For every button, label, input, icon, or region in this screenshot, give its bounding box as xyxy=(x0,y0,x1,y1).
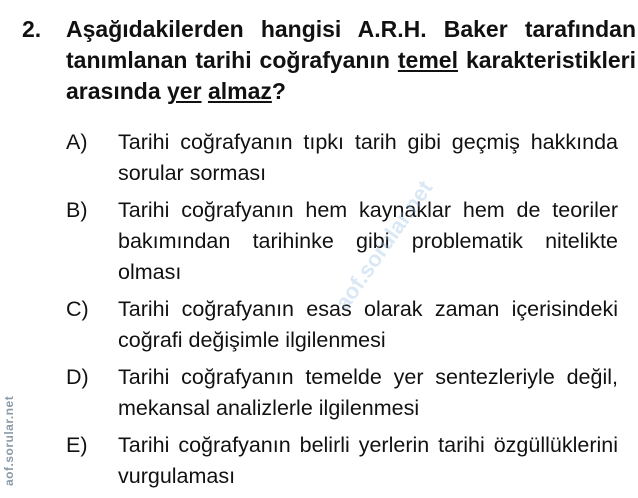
answer-options xyxy=(66,127,618,498)
option-letter: C) xyxy=(66,297,89,321)
option-e[interactable] xyxy=(66,430,618,492)
option-text: Tarihi coğrafyanın hem kaynaklar hem de teoriler bakımından tarihinke gibi problematik nitelikte olması xyxy=(118,198,618,284)
question-text xyxy=(66,14,636,107)
question-text-part: Aşağıdakilerden hangisi A.R.H. Baker tarafından tanımlanan tarihi coğrafyanın xyxy=(66,16,636,73)
side-watermark: aof.sorular.net xyxy=(2,395,16,486)
question-number: 2. xyxy=(22,16,42,42)
option-letter: D) xyxy=(66,365,89,389)
option-text: Tarihi coğrafyanın temelde yer sentezleriyle değil, mekansal analizlerle ilgilenmesi xyxy=(118,365,618,420)
option-text: Tarihi coğrafyanın belirli yerlerin tarihi özgüllüklerini vurgulaması xyxy=(118,433,618,488)
underlined-word-almaz: almaz xyxy=(207,78,272,104)
option-d[interactable] xyxy=(66,362,618,424)
option-text: Tarihi coğrafyanın tıpkı tarih gibi geçmiş hakkında sorular sorması xyxy=(118,130,618,185)
option-letter: E) xyxy=(66,433,88,457)
question-text-part: karakteristikleri arasında xyxy=(66,47,637,104)
center-watermark: aof.sorular.net xyxy=(330,175,438,315)
underlined-word-temel: temel xyxy=(397,47,458,73)
question-mark: ? xyxy=(271,78,286,104)
option-b[interactable] xyxy=(66,195,618,288)
option-letter: B) xyxy=(66,198,88,222)
option-a[interactable] xyxy=(66,127,618,189)
option-text: Tarihi coğrafyanın esas olarak zaman içerisindeki coğrafi değişimle ilgilenmesi xyxy=(118,297,618,352)
option-letter: A) xyxy=(66,130,88,154)
underlined-word-yer: yer xyxy=(167,78,202,104)
